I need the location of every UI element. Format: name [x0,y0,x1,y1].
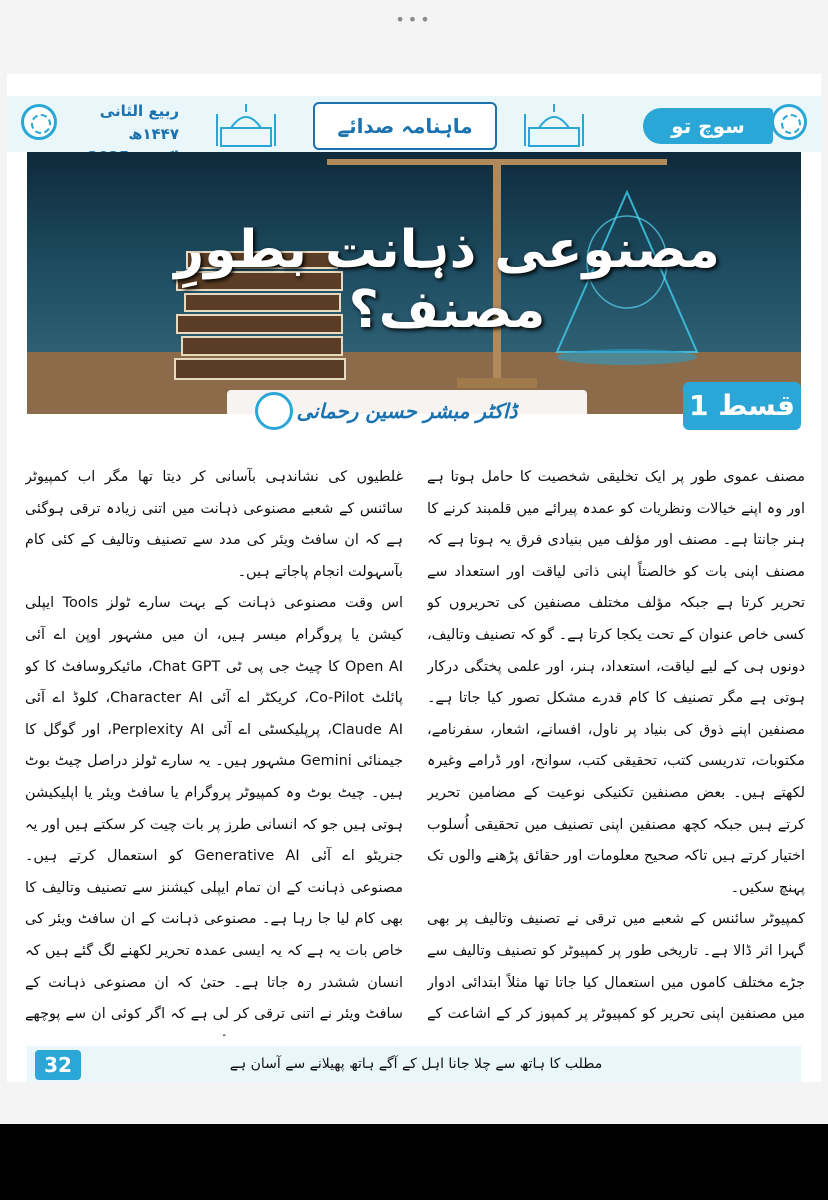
paragraph: اس وقت مصنوعی ذہانت کے بہت سارے ٹولز Tools ایپلی کیشن یا پروگرام میسر ہیں، ان میں مشہور اوپن اے آئی Open AI کا چیٹ جی پی ٹی Chat GPT، مائیکروسافٹ کا کو پائلٹ Co-Pilot، کریکٹر اے آئی Character AI، کلوڈ اے آئی Claude AI، پرپلیکسٹی اے آئی Perplexity AI، اور گوگل کا جیمنائی Gemini مشہور ہیں۔ یہ سارے ٹولز دراصل چیٹ بوٹ ہیں۔ چیٹ بوٹ وہ کمپیوٹر پروگرام یا سافٹ ویئر یا اپلیکیشن ہوتی ہیں جو کہ انسانی طرز پر بات چیت کر سکتے ہیں اور یہ جنریٹو اے آئی Generative AI کو استعمال کرتے ہیں۔ مصنوعی ذہانت کے ان تمام ایپلی کیشنز سے تصنیف وتالیف کا بھی کام لیا جا رہا ہے۔ مصنوعی ذہانت کے ان سافٹ ویئر کی خاص بات یہ ہے کہ یہ ایسی عمدہ تحریر لکھنے لگ گئے ہیں کہ انسان ششدر رہ جاتا ہے۔ حتیٰ کہ ان مصنوعی ذہانت کے سافٹ ویئر نے اتنی ترقی کر لی ہے کہ اگر کوئی ان سے پوچھے [25,595,403,1023]
page-header [7,96,821,152]
author-name: ڈاکٹر مبشر حسین رحمانی [227,390,587,432]
footer-quote: مطلب کا ہاتھ سے چلا جانا اہل کے آگے ہاتھ پھیلانے سے آسان ہے [229,1056,603,1072]
bottom-bar [0,1124,828,1200]
left-mosque-icon [211,100,281,148]
right-text-column [427,462,805,1036]
episode-label: قسط 1 [683,382,801,430]
paragraph: غلطیوں کی نشاندہی بآسانی کر دیتا تھا مگر اب کمپیوٹر سائنس کے شعبے مصنوعی ذہانت میں اتنی زیادہ ترقی ہوگئی ہے کہ ان سافٹ ویئر کی مدد سے تصنیف وتالیف کے کئی کام بآسہولت انجام پاجاتے ہیں۔ [25,469,403,580]
hijri-date: ربیع الثانی ۱۴۴۷ھ [99,102,179,143]
magazine-page [7,74,821,1082]
more-options-dots[interactable]: ••• [395,10,433,29]
right-emblem-icon [771,104,807,140]
article-title: مصنوعی ذہانت بطورِ مصنف؟ [174,220,720,340]
paragraph: کمپیوٹر سائنس کے شعبے میں ترقی نے تصنیف وتالیف پر بھی گہرا اثر ڈالا ہے۔ تاریخی طور پر کمپیوٹر کو تصنیف وتالیف سے جڑے مختلف کاموں میں استعمال کیا جاتا تھا مثلاً ابتدائی ادوار میں مصنفین اپنی تحریر کو کمپیوٹر پر کمپوز کر کے اشاعت کے [427,911,805,1023]
page-number: 32 [35,1050,81,1080]
right-mosque-icon [519,100,589,148]
left-emblem-icon [21,104,57,140]
article-banner [27,152,801,414]
left-text-column [25,462,403,1036]
section-label: سوچ تو [643,108,773,144]
magazine-logo: ماہنامہ صدائے [313,102,497,150]
author-emblem-icon [255,392,293,430]
paragraph: مصنف عموی طور پر ایک تخلیقی شخصیت کا حامل ہوتا ہے اور وہ اپنے خیالات ونظریات کو عمدہ پیرائے میں قلمبند کرنے کا ہنر جانتا ہے۔ مصنف اور مؤلف میں بنیادی فرق یہ ہوتا ہے کہ مصنف اپنی بات کو خالصتاً اپنی ذاتی لیاقت اور استعداد سے تحریر کرتا ہے جبکہ مؤلف مختلف مصنفین کی تحریروں کو کسی خاص عنوان کے تحت یکجا کرتا ہے۔ گو کہ تصنیف وتالیف، دونوں ہی کے لیے لیاقت، استعداد، ہنر، اور علمی پختگی درکار ہوتی ہے مگر تصنیف کا کام قدرے مشکل تصور کیا جاتا ہے۔ مصنفین اپنے ذوق کی بنیاد پر ناول، افسانے، اشعار، سفرنامے، مکتوبات، تدریسی کتب، تحقیقی کتب، سوانح، اور ڈرامے وغیرہ لکھتے ہیں۔ بعض مصنفین تکنیکی نوعیت کے مضامین تحریر کرتے ہیں جبکہ کچھ مصنفین اپنی تصنیف میں تحقیقی اُسلوب اختیار کرتے ہیں تاکہ صحیح معلومات اور حقائق پڑھنے والوں تک پہنچ سکیں۔ [427,469,805,896]
